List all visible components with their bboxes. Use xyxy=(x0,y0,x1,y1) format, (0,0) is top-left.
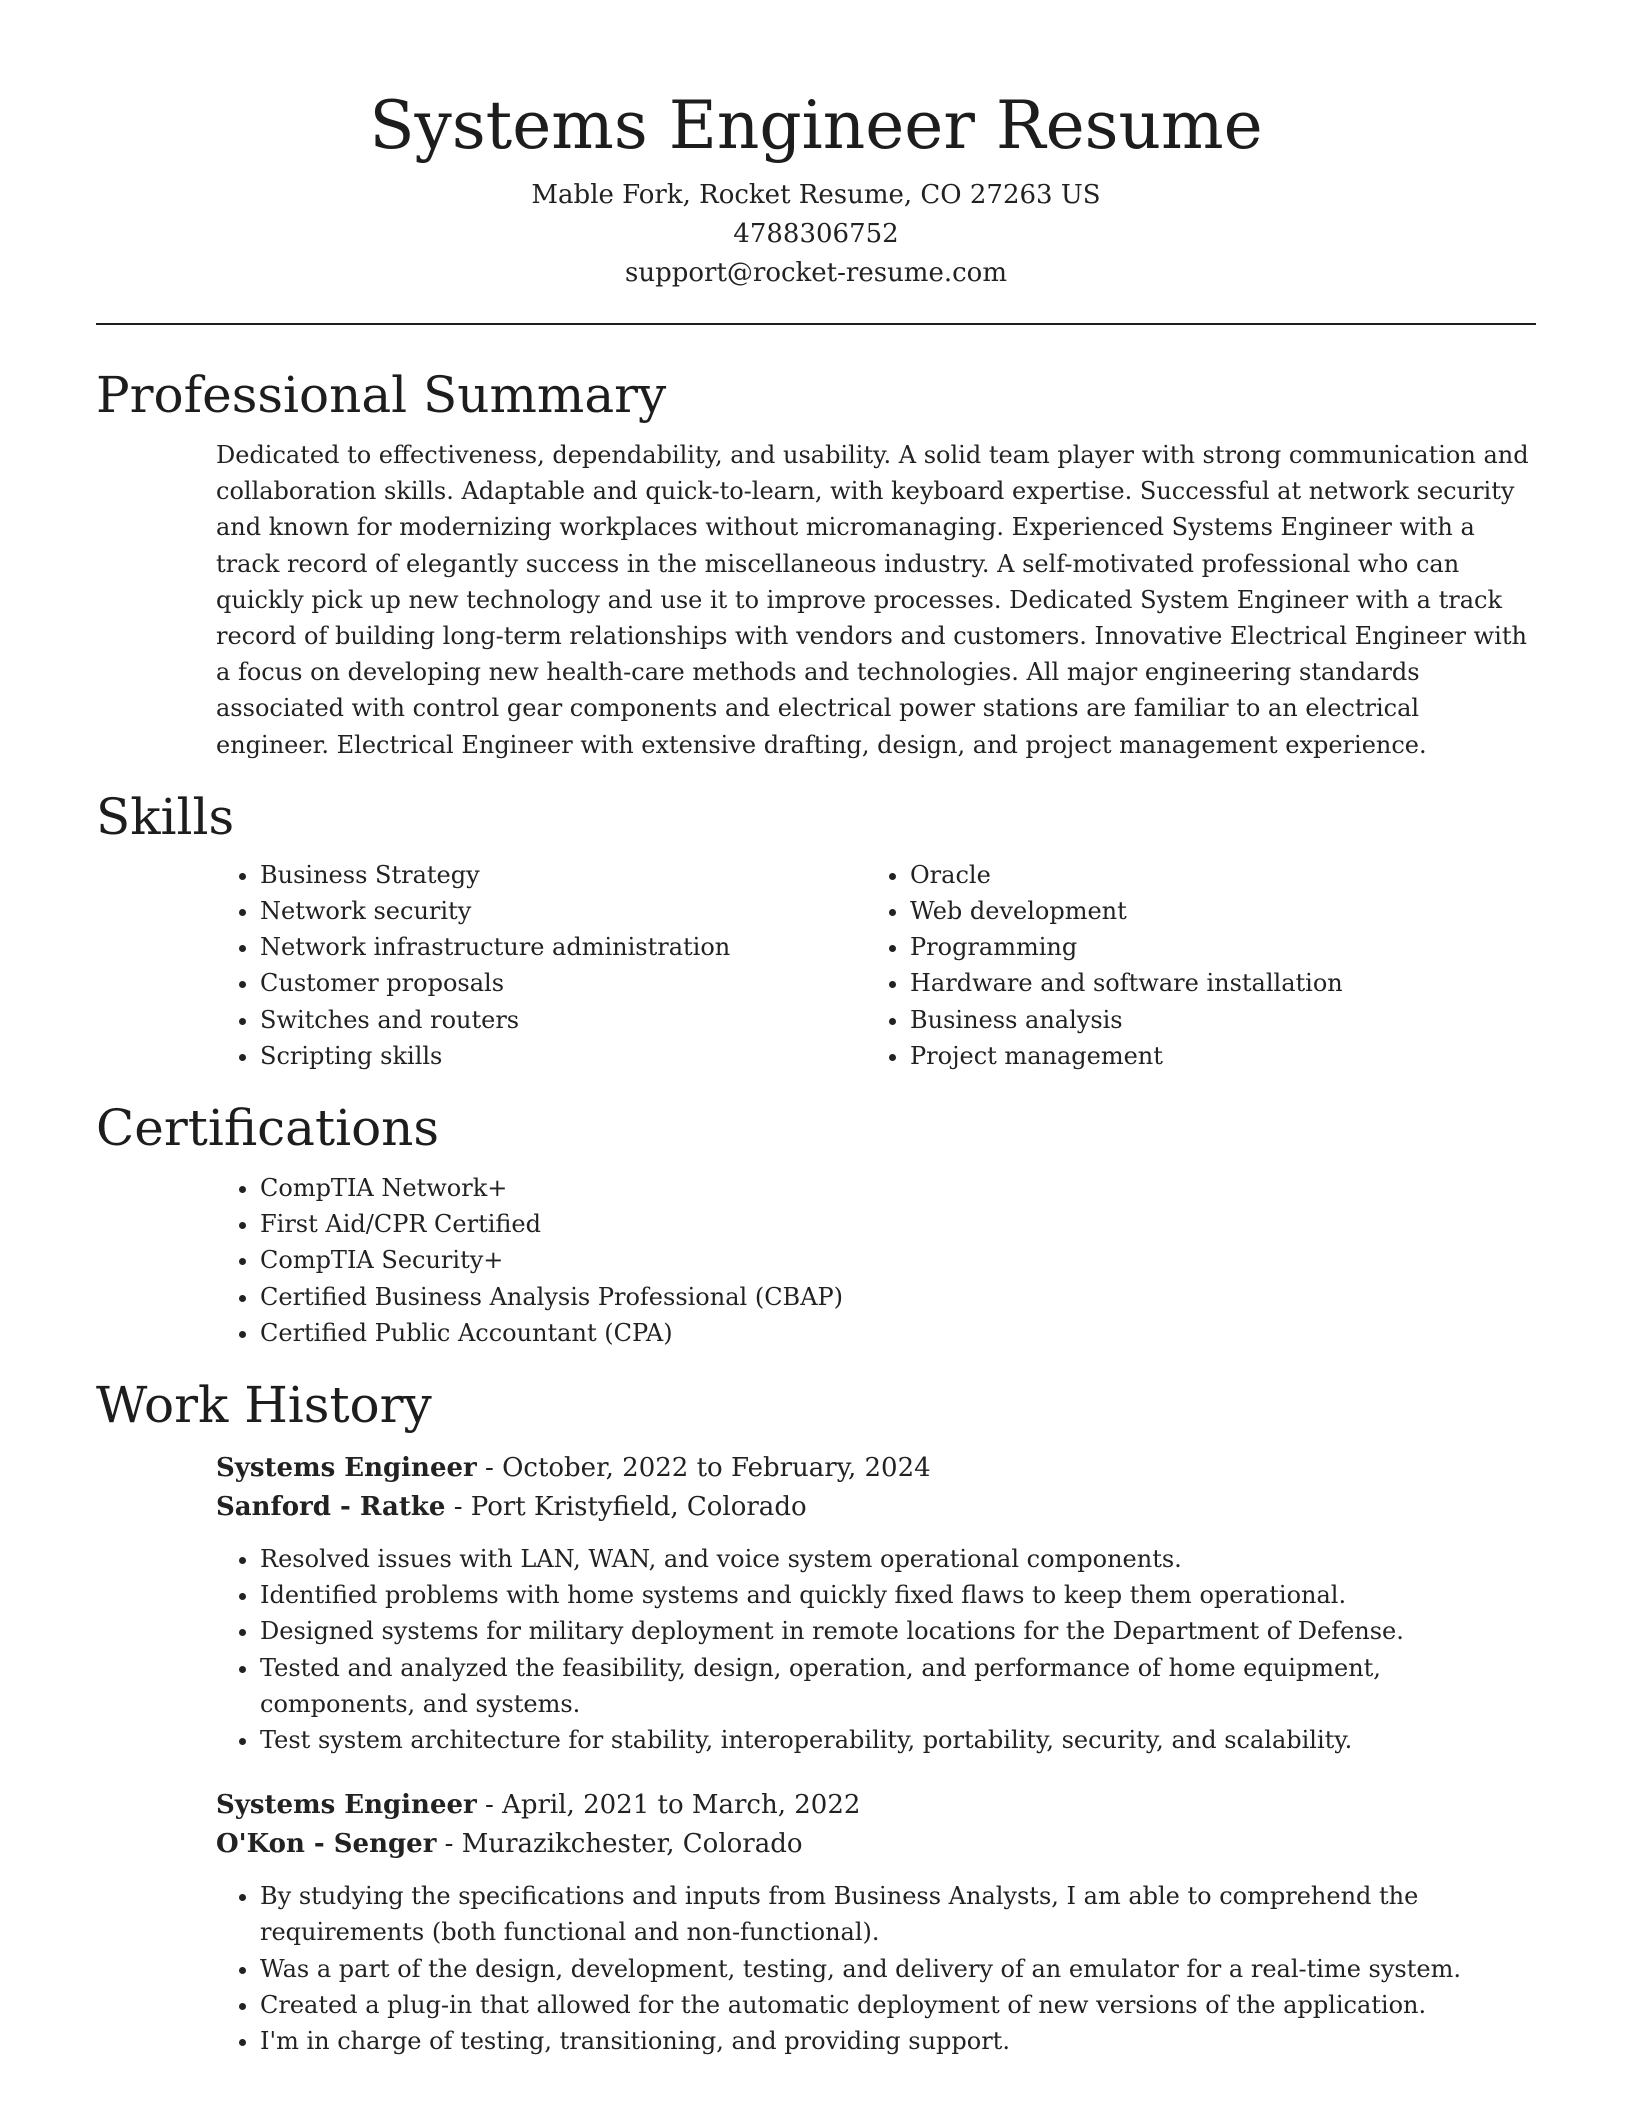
job-bullets-wrap xyxy=(216,1878,1536,2059)
contact-block xyxy=(96,176,1536,293)
skill-item: • Business analysis xyxy=(910,1002,1516,1038)
skills-list-left xyxy=(216,857,866,1074)
job-bullet: • I'm in charge of testing, transitioning, and providing support. xyxy=(260,2023,1536,2059)
certifications-section xyxy=(96,1096,1536,1351)
contact-email: support@rocket-resume.com xyxy=(624,258,1007,288)
resume-page xyxy=(96,0,1536,2059)
job-bullet: • Identified problems with home systems and quickly fixed flaws to keep them operational. xyxy=(260,1577,1536,1613)
skills-list-right xyxy=(866,857,1516,1074)
summary-heading: Professional Summary xyxy=(96,366,667,424)
contact-phone: 4788306752 xyxy=(733,219,899,249)
certifications-list xyxy=(216,1170,1536,1351)
skills-column-right xyxy=(866,857,1516,1074)
job-title: Systems Engineer xyxy=(216,1453,477,1484)
job-company: O'Kon - Senger xyxy=(216,1829,437,1860)
job-company-line xyxy=(216,1825,1536,1864)
job-bullet: • Tested and analyzed the feasibility, design, operation, and performance of home equipment, components, and systems. xyxy=(260,1650,1536,1722)
job-entry xyxy=(216,1449,1536,1758)
job-bullet: • Test system architecture for stability, interoperability, portability, security, and scalability. xyxy=(260,1722,1536,1758)
job-bullet: • Designed systems for military deployment in remote locations for the Department of Defense. xyxy=(260,1613,1536,1649)
summary-section xyxy=(96,363,1536,763)
job-title-line xyxy=(216,1449,1536,1488)
certification-item: • First Aid/CPR Certified xyxy=(260,1206,1536,1242)
skill-item: • Network infrastructure administration xyxy=(260,929,866,965)
header-divider xyxy=(96,323,1536,325)
skill-item: • Oracle xyxy=(910,857,1516,893)
skills-heading: Skills xyxy=(96,787,235,846)
skills-columns xyxy=(216,857,1536,1074)
certification-item: • Certified Business Analysis Professional (CBAP) xyxy=(260,1279,1536,1315)
job-dates: - April, 2021 to March, 2022 xyxy=(476,1790,861,1821)
certifications-heading: Certifications xyxy=(96,1099,440,1158)
skills-column-left xyxy=(216,857,866,1074)
certification-item: • Certified Public Accountant (CPA) xyxy=(260,1315,1536,1351)
skill-item: • Network security xyxy=(260,893,866,929)
job-title-line xyxy=(216,1786,1536,1825)
skill-item: • Project management xyxy=(910,1038,1516,1074)
skill-item: • Web development xyxy=(910,893,1516,929)
job-bullet: • Was a part of the design, development, testing, and delivery of an emulator for a real-time system. xyxy=(260,1951,1536,1987)
skills-section xyxy=(96,785,1536,1074)
skill-item: • Scripting skills xyxy=(260,1038,866,1074)
skill-item: • Business Strategy xyxy=(260,857,866,893)
job-bullets-wrap xyxy=(216,1541,1536,1758)
resume-header xyxy=(96,0,1536,293)
certifications-list-wrap xyxy=(216,1170,1536,1351)
job-company-line xyxy=(216,1488,1536,1527)
job-bullet: • Created a plug-in that allowed for the automatic deployment of new versions of the application. xyxy=(260,1987,1536,2023)
job-bullet: • By studying the specifications and inputs from Business Analysts, I am able to comprehend the requirements (both functional and non-functional). xyxy=(260,1878,1536,1950)
job-bullets xyxy=(216,1541,1536,1758)
job-bullet: • Resolved issues with LAN, WAN, and voice system operational components. xyxy=(260,1541,1536,1577)
work-history-section xyxy=(96,1373,1536,2059)
skill-item: • Hardware and software installation xyxy=(910,965,1516,1001)
job-location: - Murazikchester, Colorado xyxy=(436,1829,803,1860)
skill-item: • Customer proposals xyxy=(260,965,866,1001)
certification-item: • CompTIA Network+ xyxy=(260,1170,1536,1206)
work-history-heading: Work History xyxy=(96,1376,432,1435)
job-entry xyxy=(216,1786,1536,2059)
job-company: Sanford - Ratke xyxy=(216,1492,446,1523)
skill-item: • Programming xyxy=(910,929,1516,965)
job-title: Systems Engineer xyxy=(216,1790,477,1821)
skill-item: • Switches and routers xyxy=(260,1002,866,1038)
job-location: - Port Kristyfield, Colorado xyxy=(445,1492,807,1523)
certification-item: • CompTIA Security+ xyxy=(260,1242,1536,1278)
summary-text: Dedicated to effectiveness, dependability, and usability. A solid team player with strong communication and collaboration skills. Adaptable and quick-to-learn, with keyboard expertise. Successful at network security and known for modernizing workplaces without micromanaging. Experienced Systems Engineer with a track record of elegantly success in the miscellaneous industry. A self-motivated professional who can quickly pick up new technology and use it to improve processes. Dedicated System Engineer with a track record of building long-term relationships with vendors and customers. Innovative Electrical Engineer with a focus on developing new health-care methods and technologies. All major engineering standards associated with control gear components and electrical power stations are familiar to an electrical engineer. Electrical Engineer with extensive drafting, design, and project management experience. xyxy=(216,441,1529,759)
job-bullets xyxy=(216,1878,1536,2059)
job-dates: - October, 2022 to February, 2024 xyxy=(476,1453,931,1484)
resume-title: Systems Engineer Resume xyxy=(369,87,1263,164)
contact-address: Mable Fork, Rocket Resume, CO 27263 US xyxy=(531,180,1101,210)
